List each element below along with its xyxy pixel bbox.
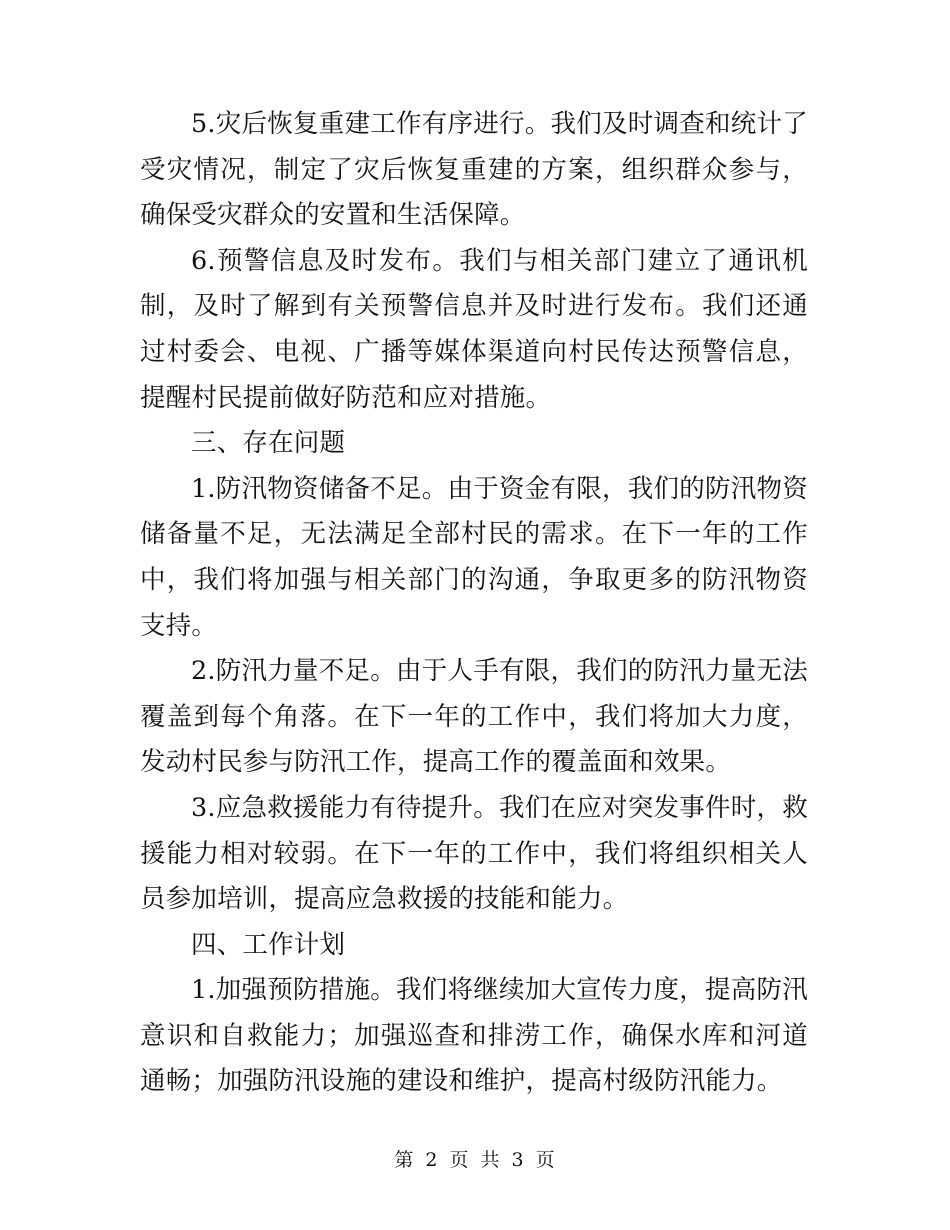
paragraph-manpower-shortage: 2.防汛力量不足。由于人手有限，我们的防汛力量无法覆盖到每个角落。在下一年的工作中，我们将加大力度，发动村民参与防汛工作，提高工作的覆盖面和效果。	[140, 656, 808, 778]
page-number-footer: 第 2 页 共 3 页	[394, 1149, 556, 1171]
section-heading-problems: 三、存在问题	[191, 428, 346, 459]
paragraph-prevention-measures: 1.加强预防措施。我们将继续加大宣传力度，提高防汛意识和自救能力；加强巡查和排涝工作，确保水库和河道通畅；加强防汛设施的建设和维护，提高村级防汛能力。	[140, 975, 808, 1097]
document-body	[140, 102, 808, 1105]
section-heading-work-plan: 四、工作计划	[191, 929, 346, 960]
paragraph-recovery-rebuild: 5.灾后恢复重建工作有序进行。我们及时调查和统计了受灾情况，制定了灾后恢复重建的方案，组织群众参与，确保受灾群众的安置和生活保障。	[140, 109, 808, 231]
paragraph-warning-release: 6.预警信息及时发布。我们与相关部门建立了通讯机制，及时了解到有关预警信息并及时进行发布。我们还通过村委会、电视、广播等媒体渠道向村民传达预警信息，提醒村民提前做好防范和应对措施。	[140, 245, 808, 413]
paragraph-supplies-shortage: 1.防汛物资储备不足。由于资金有限，我们的防汛物资储备量不足，无法满足全部村民的需求。在下一年的工作中，我们将加强与相关部门的沟通，争取更多的防汛物资支持。	[140, 473, 808, 641]
paragraph-rescue-capability: 3.应急救援能力有待提升。我们在应对突发事件时，救援能力相对较弱。在下一年的工作中，我们将组织相关人员参加培训，提高应急救援的技能和能力。	[140, 792, 808, 915]
